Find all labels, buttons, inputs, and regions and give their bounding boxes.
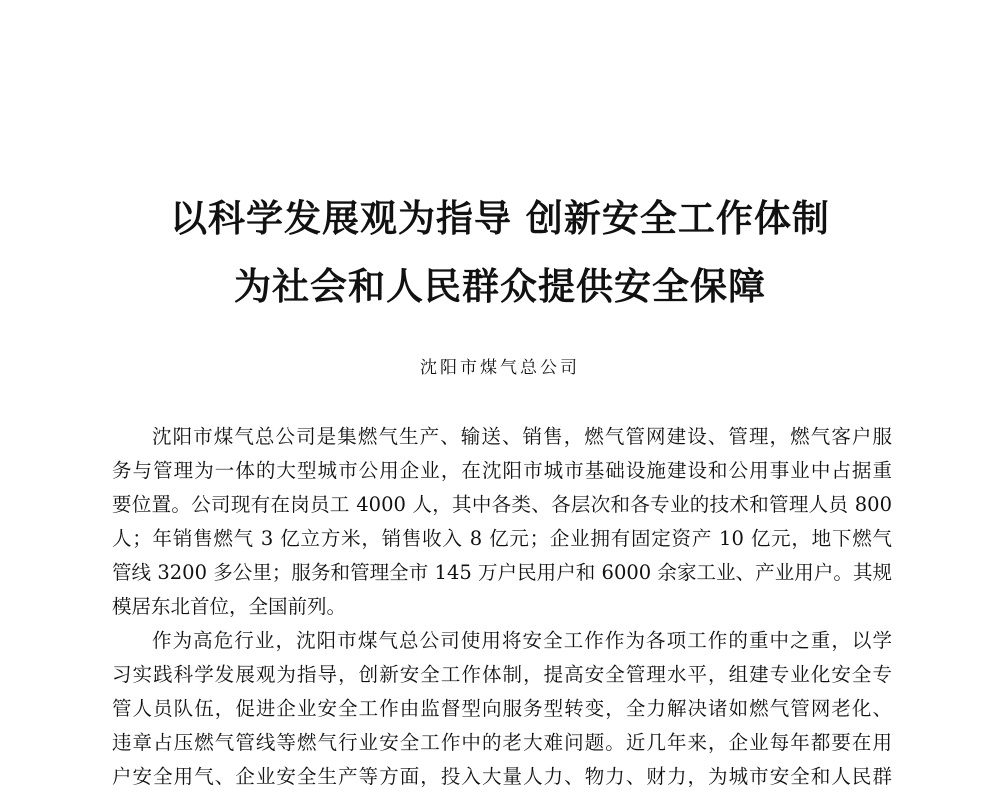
paragraph-line: 户安全用气、企业安全生产等方面，投入大量人力、物力、财力，为城市安全和人民群 — [112, 765, 892, 788]
title-line-2: 为社会和人民群众提供安全保障 — [234, 265, 766, 308]
paragraph-line: 人；年销售燃气 3 亿立方米，销售收入 8 亿元；企业拥有固定资产 10 亿元，地下燃气 — [112, 527, 892, 550]
author: 沈阳市煤气总公司 — [420, 358, 580, 378]
paragraph-line: 沈阳市煤气总公司是集燃气生产、输送、销售，燃气管网建设、管理，燃气客户服 — [152, 425, 892, 448]
paragraph-line: 管线 3200 多公里；服务和管理全市 145 万户民用户和 6000 余家工业、产业用户。其规 — [112, 561, 892, 584]
paragraph-line: 模居东北首位，全国前列。 — [112, 595, 347, 618]
paragraph-line: 务与管理为一体的大型城市公用企业，在沈阳市城市基础设施建设和公用事业中占据重 — [112, 459, 892, 482]
paragraph-1 — [112, 420, 892, 624]
title-line-1: 以科学发展观为指导 创新安全工作体制 — [170, 197, 830, 240]
paragraph-line: 作为高危行业，沈阳市煤气总公司使用将安全工作作为各项工作的重中之重，以学 — [152, 629, 892, 652]
paragraph-line: 要位置。公司现有在岗员工 4000 人，其中各类、各层次和各专业的技术和管理人员 800 — [112, 493, 892, 516]
article-body — [112, 420, 892, 788]
paragraph-line: 习实践科学发展观为指导，创新安全工作体制，提高安全管理水平，组建专业化安全专 — [112, 663, 892, 686]
paragraph-2 — [112, 624, 892, 788]
paragraph-line: 违章占压燃气管线等燃气行业安全工作中的老大难问题。近几年来，企业每年都要在用 — [112, 731, 892, 754]
paragraph-line: 管人员队伍，促进企业安全工作由监督型向服务型转变，全力解决诸如燃气管网老化、 — [112, 697, 892, 720]
